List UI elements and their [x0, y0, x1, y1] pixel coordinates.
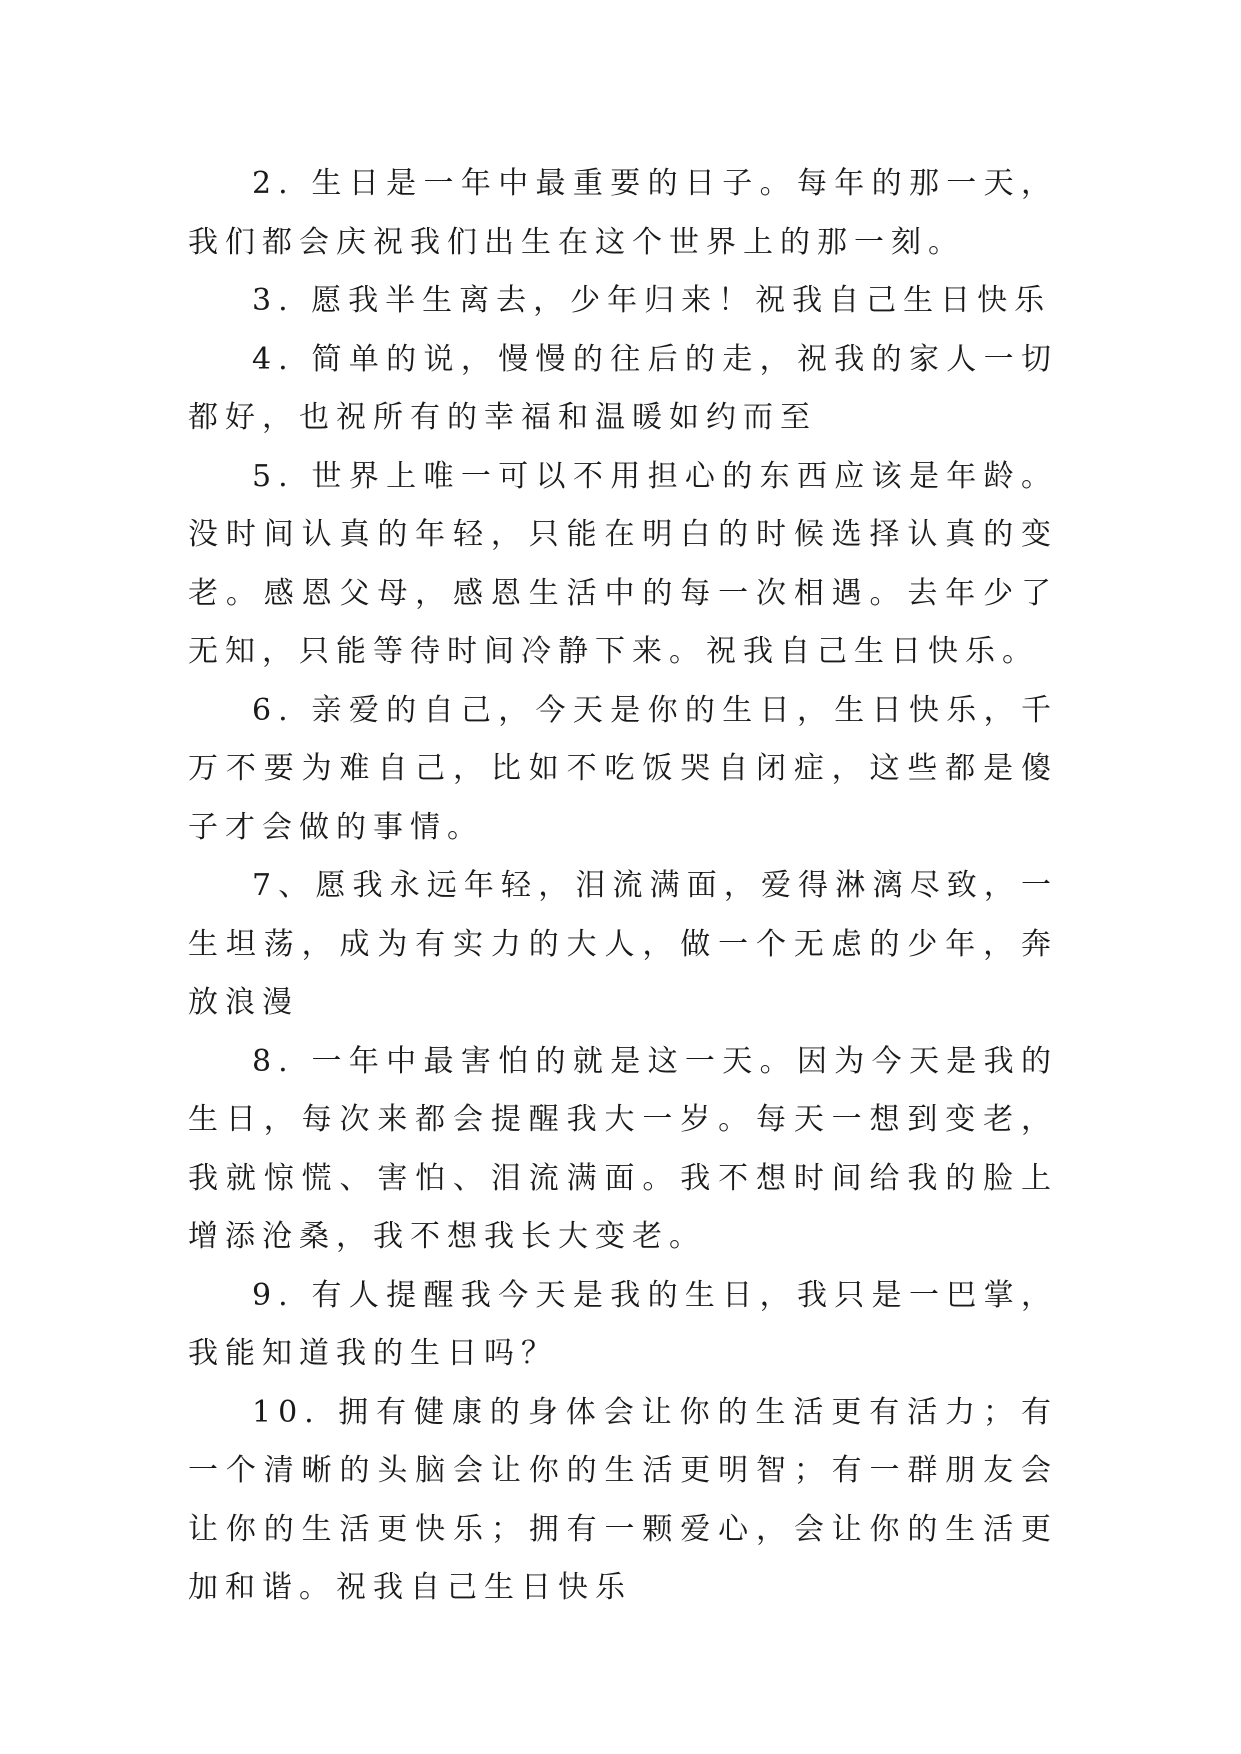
paragraph-4: 4. 简单的说，慢慢的往后的走，祝我的家人一切都好，也祝所有的幸福和温暖如约而至 [188, 341, 1058, 435]
paragraph-7: 7、愿我永远年轻，泪流满面，爱得淋漓尽致，一生坦荡，成为有实力的大人，做一个无虑的少年，奔放浪漫 [188, 868, 1058, 1020]
paragraph-6: 6. 亲爱的自己，今天是你的生日，生日快乐，千万不要为难自己，比如不吃饭哭自闭症，这些都是傻子才会做的事情。 [188, 692, 1058, 845]
paragraph-10: 10. 拥有健康的身体会让你的生活更有活力；有一个清晰的头脑会让你的生活更明智；有一群朋友会让你的生活更快乐；拥有一颗爱心，会让你的生活更加和谐。祝我自己生日快乐 [188, 1394, 1058, 1605]
document-body [188, 155, 1058, 1618]
paragraph-2: 2. 生日是一年中最重要的日子。每年的那一天，我们都会庆祝我们出生在这个世界上的那一刻。 [188, 166, 1058, 260]
paragraph-3: 3. 愿我半生离去，少年归来！祝我自己生日快乐 [252, 283, 1052, 318]
paragraph-8: 8. 一年中最害怕的就是这一天。因为今天是我的生日，每次来都会提醒我大一岁。每天一想到变老，我就惊慌、害怕、泪流满面。我不想时间给我的脸上增添沧桑，我不想我长大变老。 [188, 1043, 1058, 1254]
paragraph-9: 9. 有人提醒我今天是我的生日，我只是一巴掌，我能知道我的生日吗？ [188, 1277, 1058, 1371]
paragraph-5: 5. 世界上唯一可以不用担心的东西应该是年龄。没时间认真的年轻，只能在明白的时候选择认真的变老。感恩父母，感恩生活中的每一次相遇。去年少了无知，只能等待时间冷静下来。祝我自己生日快乐。 [188, 458, 1058, 669]
